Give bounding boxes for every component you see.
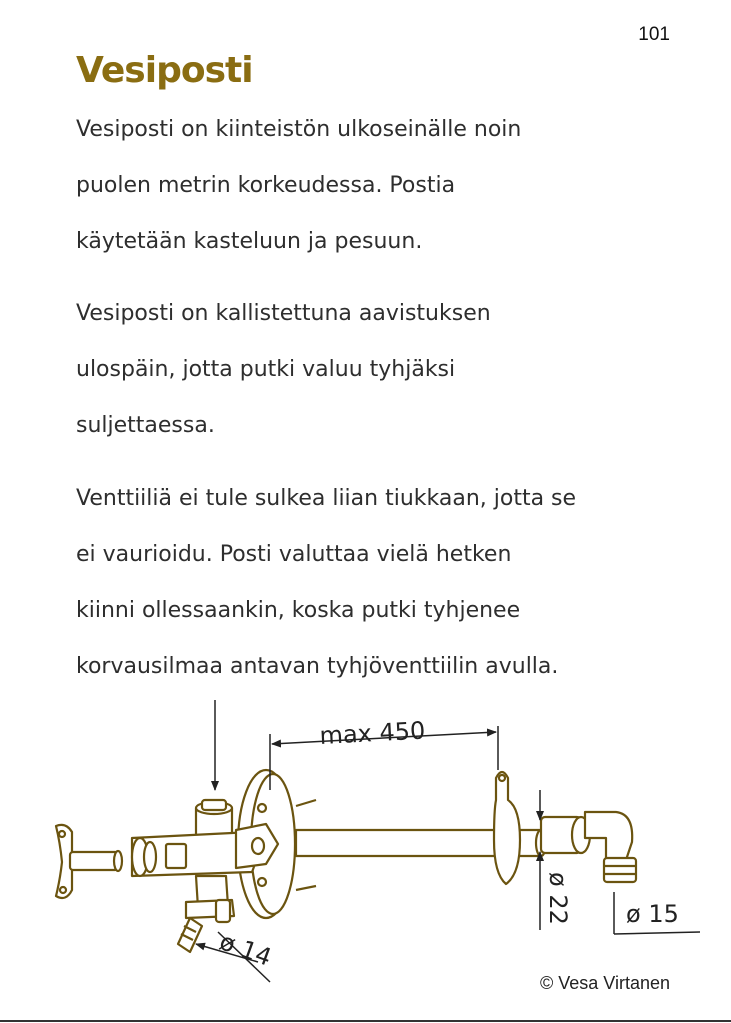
image-credit: © Vesa Virtanen [539, 973, 670, 993]
paragraph-line: puolen metrin korkeudessa. Postia [76, 173, 456, 198]
paragraph-line: Vesiposti on kiinteistön ulkoseinälle noin [76, 117, 522, 142]
dimension-label-d22: ø 22 [544, 872, 572, 925]
dimension-label-max: max 450 [318, 716, 426, 750]
paragraph-line: Venttiiliä ei tule sulkea liian tiukkaan, jotta se [76, 486, 577, 511]
bottom-rule [0, 1020, 731, 1022]
paragraph-line: käytetään kasteluun ja pesuun. [76, 229, 423, 254]
dimension-label-d14: ø 14 [215, 927, 276, 972]
wall-bracket [494, 772, 520, 884]
paragraph-tilt [76, 286, 706, 454]
faucet-diagram [0, 690, 731, 1020]
paragraph-intro [76, 102, 706, 270]
page-number: 101 [638, 24, 670, 45]
t-key-handle [56, 825, 122, 898]
page-title: Vesiposti [76, 50, 253, 91]
paragraph-line: korvausilmaa antavan tyhjöventtiilin avulla. [76, 654, 559, 679]
paragraph-line: Vesiposti on kallistettuna aavistuksen [76, 301, 491, 326]
paragraph-line: kiinni ollessaankin, koska putki tyhjenee [76, 598, 521, 623]
main-pipe [296, 812, 636, 882]
paragraph-valve [76, 471, 706, 695]
paragraph-line: ulospäin, jotta putki valuu tyhjäksi [76, 357, 456, 382]
paragraph-line: ei vaurioidu. Posti valuttaa vielä hetken [76, 542, 512, 567]
paragraph-line: suljettaessa. [76, 413, 215, 438]
dimension-label-d15: ø 15 [626, 900, 679, 928]
